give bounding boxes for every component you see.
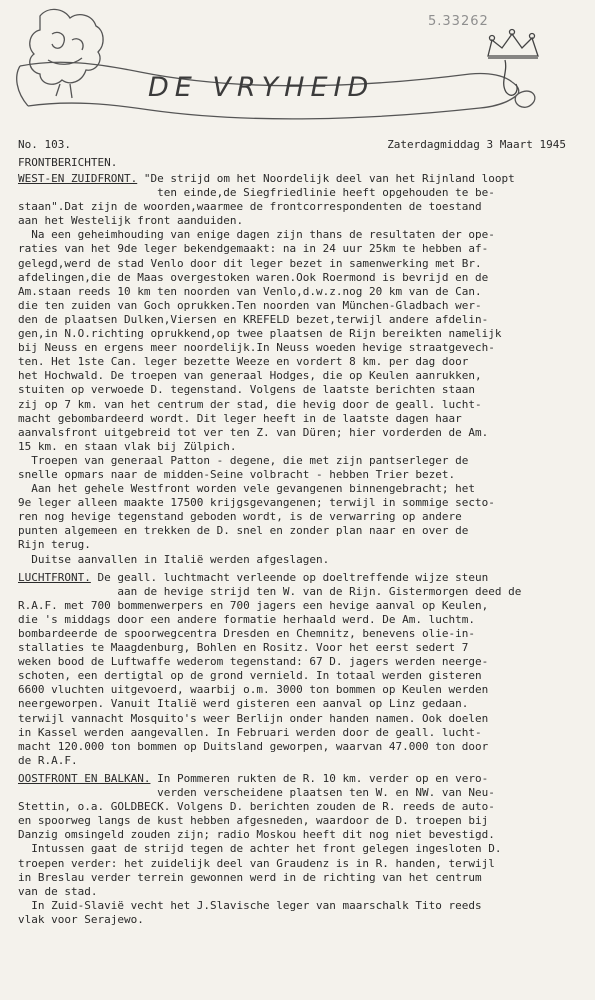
- article-line: [18, 172, 584, 186]
- article-line: macht 120.000 ton bommen op Duitsland geworpen, waarvan 47.000 ton door: [18, 739, 489, 753]
- archive-number: 5.33262: [428, 14, 489, 29]
- article-line-text: De geall. luchtmacht verleende op doeltreffende wijze steun: [90, 570, 489, 584]
- article-line: die 's middags door een andere formatie herhaald werd. De Am. luchtm.: [18, 612, 475, 626]
- article-line: aan de hevige strijd ten W. van de Rijn. Gistermorgen deed de: [18, 584, 522, 598]
- masthead: [0, 0, 595, 130]
- article-line: Duitse aanvallen in Italië werden afgeslagen.: [18, 552, 330, 566]
- article-line: staan".Dat zijn de woorden,waarmee de frontcorrespondenten de toestand: [18, 200, 482, 214]
- article-line: gen,in N.O.richting oprukkend,op twee plaatsen de Rijn bereikten namelijk: [18, 327, 502, 341]
- article-heading: WEST-EN ZUIDFRONT.: [18, 172, 138, 185]
- article-line: de R.A.F.: [18, 753, 78, 767]
- article-east-front-balkan: [18, 772, 584, 927]
- issue-row: [18, 138, 578, 156]
- article-line: het Hochwald. De troepen van generaal Hodges, die op Keulen aanrukken,: [18, 369, 482, 383]
- article-line: [18, 571, 584, 585]
- article-line: [18, 772, 584, 786]
- article-line: den de plaatsen Dulken,Viersen en KREFELD bezet,terwijl andere afdelin-: [18, 312, 489, 326]
- article-line: troepen verder: het zuidelijk deel van Graudenz is in R. handen, terwijl: [18, 856, 495, 870]
- article-line: verden verscheidene plaatsen ten W. en NW. van Neu-: [18, 786, 495, 800]
- crown-icon: [488, 30, 538, 96]
- lion-emblem-icon: [30, 9, 103, 98]
- article-line: aan het Westelijk front aanduiden.: [18, 214, 244, 228]
- article-line: gelegd,werd de stad Venlo door dit leger bezet in samenwerking met Br.: [18, 256, 482, 270]
- masthead-decoration-icon: [0, 0, 595, 130]
- article-line-text: In Pommeren rukten de R. 10 km. verder op en vero-: [150, 771, 489, 785]
- article-line: Troepen van generaal Patton - degene, die met zijn pantserleger de: [18, 453, 469, 467]
- article-line: Rijn terug.: [18, 538, 91, 552]
- article-line: neergeworpen. Vanuit Italië werd gisteren een aanval op Linz gedaan.: [18, 697, 469, 711]
- article-line: weken bood de Luftwaffe wederom tegenstand: 67 D. jagers werden neerge-: [18, 655, 489, 669]
- article-line: in Kassel werden aangevallen. In Februari werden door de geall. lucht-: [18, 725, 482, 739]
- article-line: Stettin, o.a. GOLDBECK. Volgens D. berichten zouden de R. reeds de auto-: [18, 800, 495, 814]
- newsletter-title: DE VRYHEID: [148, 72, 375, 103]
- article-line: ten. Het 1ste Can. leger bezette Weeze en vordert 8 km. per dag door: [18, 355, 469, 369]
- article-line: in Breslau verder terrein gewonnen werd in de richting van het centrum: [18, 870, 482, 884]
- article-line: macht gebombardeerd wordt. Dit leger heeft in de laatste dagen haar: [18, 411, 462, 425]
- article-line: bombardeerde de spoorwegcentra Dresden en Chemnitz, benevens olie-in-: [18, 627, 475, 640]
- article-heading: LUCHTFRONT.: [18, 570, 91, 584]
- article-line: stallaties te Maagdenburg, Bohlen en Rositz. Voor het eerst sedert 7: [18, 641, 469, 655]
- article-line: R.A.F. met 700 bommenwerpers en 700 jagers een hevige aanval op Keulen,: [18, 598, 489, 612]
- article-heading: OOSTFRONT EN BALKAN.: [18, 771, 151, 785]
- article-line: bij Neuss en ergens meer noordelijk.In Neuss woeden hevige straatgevech-: [18, 341, 495, 355]
- article-line: afdelingen,die de Maas overgestoken waren.Ook Roermond is bevrijd en de: [18, 270, 489, 284]
- article-line: ten einde,de Siegfriedlinie heeft opgehouden te be-: [18, 186, 495, 200]
- article-line: zij op 7 km. van het centrum der stad, die hevig door de geall. lucht-: [18, 397, 482, 411]
- article-line: die ten zuiden van Goch oprukken.Ten noorden van München-Gladbach wer-: [18, 298, 482, 312]
- article-line: Danzig omsingeld zouden zijn; radio Moskou heeft dit nog niet bevestigd.: [18, 828, 495, 842]
- section-label: FRONTBERICHTEN.: [18, 156, 118, 169]
- article-line: ren nog hevige tegenstand geboden wordt, is de verwarring op andere: [18, 510, 462, 524]
- article-line: van de stad.: [18, 884, 98, 898]
- article-line: Na een geheimhouding van enige dagen zijn thans de resultaten der ope-: [18, 228, 495, 242]
- article-west-south-front: [18, 172, 584, 567]
- article-line: snelle opmars naar de midden-Seine volbracht - hebben Trier bezet.: [18, 467, 456, 481]
- article-line: Intussen gaat de strijd tegen de achter het front gelegen ingesloten D.: [18, 842, 502, 856]
- article-line: 15 km. en staan vlak bij Zülpich.: [18, 439, 237, 453]
- article-air-front: [18, 571, 584, 768]
- article-line: raties van het 9de leger bekendgemaakt: na in 24 uur 25km te hebben af-: [18, 242, 489, 256]
- article-line: Aan het gehele Westfront worden vele gevangenen binnengebracht; het: [18, 482, 475, 496]
- article-line-text: "De strijd om het Noordelijk deel van het Rijnland loopt: [143, 172, 515, 185]
- issue-number: No. 103.: [18, 138, 71, 151]
- article-line: en spoorweg langs de kust hebben afgesneden, waardoor de D. troepen bij: [18, 814, 489, 828]
- article-body: [18, 172, 584, 927]
- article-line: terwijl vannacht Mosquito's weer Berlijn onder handen namen. Ook doelen: [18, 711, 489, 725]
- article-line: Am.staan reeds 10 km ten noorden van Venlo,d.w.z.nog 20 km van de Can.: [18, 284, 482, 298]
- article-line: schoten, een dertigtal op de grond vernield. In totaal werden gisteren: [18, 669, 482, 683]
- article-line: punten algemeen en trekken de D. snel en zonder plan naar en over de: [18, 524, 469, 538]
- article-line: 9e leger alleen maakte 17500 krijgsgevangenen; terwijl in sommige secto-: [18, 496, 495, 510]
- article-line: aanvalsfront uitgebreid tot ver ten Z. van Düren; hier vorderden de Am.: [18, 425, 489, 439]
- article-line: vlak voor Serajewo.: [18, 912, 144, 926]
- issue-date: Zaterdagmiddag 3 Maart 1945: [387, 138, 566, 151]
- article-line: In Zuid-Slavië vecht het J.Slavische leger van maarschalk Tito reeds: [18, 898, 482, 912]
- article-line: stuiten op verwoede D. tegenstand. Volgens de laatste berichten staan: [18, 383, 475, 397]
- article-line: 6600 vluchten uitgevoerd, waarbij o.m. 3000 ton bommen op Keulen werden: [18, 683, 489, 697]
